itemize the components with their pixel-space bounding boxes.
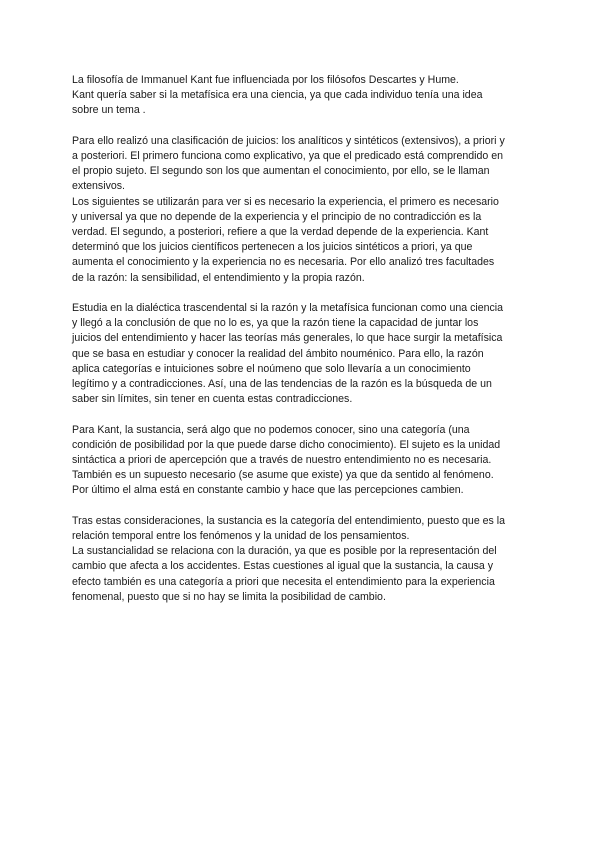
paragraph-dialectic [72,301,530,407]
text-line: Para ello realizó una clasificación de juicios: los analíticos y sintéticos (extensivos), a priori y [72,134,505,147]
paragraph-gap [72,407,530,422]
paragraph-intro [72,73,530,119]
text-line: juicios del entendimiento y hacer las teorías más generales, lo que hace surgir la metafísica [72,332,503,345]
text-line: determinó que los juicios científicos pertenecen a los juicios sintéticos a priori, ya que [72,241,473,254]
text-line: La sustancialidad se relaciona con la duración, ya que es posible por la representación del [72,545,497,558]
text-line: el propio sujeto. El segundo son los que aumentan el conocimiento, por ello, se le llaman [72,165,490,178]
paragraph-gap [72,286,530,301]
text-line: Tras estas consideraciones, la sustancia es la categoría del entendimiento, puesto que es la [72,514,506,527]
text-line: y llegó a la conclusión de que no lo es, ya que la razón tiene la capacidad de juntar los [72,317,479,330]
text-line: Estudia en la dialéctica trascendental si la razón y la metafísica funcionan como una ciencia [72,302,504,315]
text-line: a posteriori. El primero funciona como explicativo, ya que el predicado está comprendido en [72,150,504,162]
text-line: relación temporal entre los fenómenos y la unidad de los pensamientos. [72,530,410,543]
text-line: y universal ya que no depende de la experiencia y el principio de no contradicción es la [72,210,482,223]
paragraph-judgments [72,134,530,286]
text-line: que se basa en estudiar y conocer la realidad del ámbito nouménico. Para ello, la razón [72,347,484,360]
paragraph-substance [72,423,530,499]
paragraph-conclusion [72,514,530,605]
paragraph-gap [72,499,530,514]
text-line: verdad. El segundo, a posteriori, refiere a que la verdad depende de la experiencia. Kant [72,226,489,239]
text-line: cambio que afecta a los accidentes. Estas cuestiones al igual que la sustancia, la causa y [72,560,494,573]
text-line: de la razón: la sensibilidad, el entendimiento y la propia razón. [72,271,365,284]
text-line: Los siguientes se utilizarán para ver si es necesario la experiencia, el primero es necesario [72,195,499,208]
text-line: condición de posibilidad por la que puede darse dicho conocimiento). El sujeto es la unidad [72,438,501,451]
document-body [72,73,530,605]
text-line: También es un supuesto necesario (se asume que existe) ya que da sentido al fenómeno. [72,469,494,482]
text-line: Kant quería saber si la metafísica era una ciencia, ya que cada individuo tenía una idea [72,89,483,102]
text-line: extensivos. [72,180,125,193]
text-line: sintáctica a priori de apercepción que a través de nuestro entendimiento no es necesaria. [72,454,492,467]
text-line: La filosofía de Immanuel Kant fue influenciada por los filósofos Descartes y Hume. [72,74,459,86]
text-line: saber sin límites, sin tener en cuenta estas contradicciones. [72,393,353,406]
text-line: aumenta el conocimiento y la experiencia no es necesaria. Por ello analizó tres facultades [72,256,495,269]
text-line: Para Kant, la sustancia, será algo que no podemos conocer, sino una categoría (una [72,423,470,436]
text-line: sobre un tema . [72,104,146,117]
text-line: aplica categorías e intuiciones sobre el noúmeno que solo llevaría a un conocimiento [72,362,471,375]
paragraph-gap [72,119,530,134]
text-line: efecto también es una categoría a priori que necesita el entendimiento para la experiencia [72,575,495,588]
text-line: Por último el alma está en constante cambio y hace que las percepciones cambien. [72,484,464,497]
text-line: legítimo y a contradicciones. Así, una de las tendencias de la razón es la búsqueda de un [72,378,492,391]
text-line: fenomenal, puesto que si no hay se limita la posibilidad de cambio. [72,590,386,603]
